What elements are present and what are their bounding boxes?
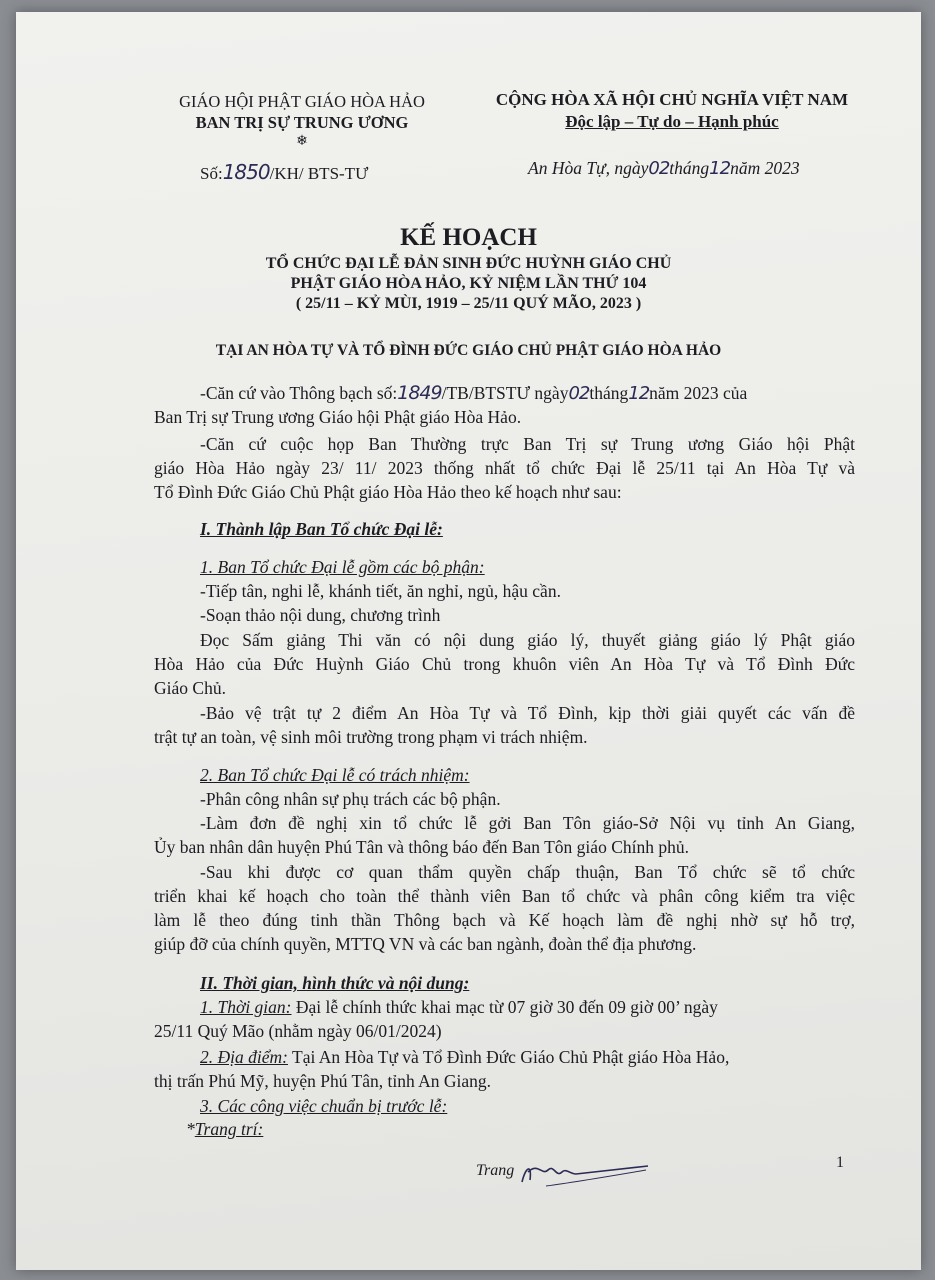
document-date <box>528 158 800 179</box>
section-2-place-line-2: thị trấn Phú Mỹ, huyện Phú Tân, tỉnh An Giang. <box>154 1071 492 1091</box>
org-name: GIÁO HỘI PHẬT GIÁO HÒA HẢO <box>179 92 425 111</box>
number-suffix: /KH/ BTS-TƯ <box>269 164 369 183</box>
title-line-3: ( 25/11 – KỶ MÙI, 1919 – 25/11 QUÝ MÃO, 2023 ) <box>295 295 642 312</box>
nation-name: CỘNG HÒA XÃ HỘI CHỦ NGHĨA VIỆT NAM <box>495 90 849 109</box>
section-2-place <box>200 1046 729 1069</box>
date-year: năm 2023 <box>730 158 800 178</box>
document-number <box>200 160 368 184</box>
page-label: Trang <box>476 1162 515 1179</box>
section-1-sub-1-item: -Tiếp tân, nghi lễ, khánh tiết, ăn nghỉ, ngủ, hậu cần. <box>200 581 561 601</box>
basis-2-line-2: giáo Hòa Hảo ngày 23/ 11/ 2023 thống nhất tổ chức Đại lễ 25/11 tại An Hòa Tự và <box>154 458 855 478</box>
place-text: Tại An Hòa Tự và Tổ Đình Đức Giáo Chủ Phật giáo Hòa Hảo, <box>287 1047 730 1067</box>
basis-1-line-2: Ban Trị sự Trung ương Giáo hội Phật giáo Hòa Hảo. <box>154 407 522 427</box>
section-1-sub-2-heading: 2. Ban Tổ chức Đại lễ có trách nhiệm: <box>200 765 470 785</box>
section-1-sub-2-item: -Làm đơn đề nghị xin tổ chức lễ gởi Ban Tôn giáo-Sở Nội vụ tỉnh An Giang, <box>200 813 855 833</box>
page-number: 1 <box>836 1154 844 1171</box>
place-label: 2. Địa điểm: <box>200 1047 288 1067</box>
date-day: 02 <box>648 158 670 179</box>
section-1-sub-2-item: giúp đỡ của chính quyền, MTTQ VN và các ban ngành, đoàn thể địa phương. <box>154 934 697 954</box>
number-handwritten: 1850 <box>222 160 270 184</box>
title-location: TẠI AN HÒA TỰ VÀ TỔ ĐÌNH ĐỨC GIÁO CHỦ PHẬT GIÁO HÒA HẢO <box>215 342 722 359</box>
section-1-sub-1-item: Hòa Hảo của Đức Huỳnh Giáo Chủ trong khuôn viên An Hòa Tự và Tổ Đình Đức <box>154 654 855 674</box>
section-1-sub-1-item: Giáo Chủ. <box>154 678 226 698</box>
section-1-sub-1-item: -Soạn thảo nội dung, chương trình <box>200 605 441 625</box>
snowflake-ornament-icon: ❄ <box>296 134 308 149</box>
document-title: KẾ HOẠCH <box>400 224 537 251</box>
date-month: 12 <box>709 158 731 179</box>
section-1-heading: I. Thành lập Ban Tổ chức Đại lễ: <box>200 519 443 539</box>
date-month-word: tháng <box>669 158 710 178</box>
document-page <box>16 12 921 1270</box>
section-1-sub-1-item: -Bảo vệ trật tự 2 điểm An Hòa Tự và Tổ Đình, kịp thời giải quyết các vấn đề <box>200 703 855 723</box>
basis-2-line-1: -Căn cứ cuộc họp Ban Thường trực Ban Trị sự Trung ương Giáo hội Phật <box>200 434 855 454</box>
org-department: BAN TRỊ SỰ TRUNG ƯƠNG <box>195 113 409 132</box>
section-1-sub-1-item: trật tự an toàn, vệ sinh môi trường trong phạm vi trách nhiệm. <box>154 727 588 747</box>
title-line-2: PHẬT GIÁO HÒA HẢO, KỶ NIỆM LẦN THỨ 104 <box>290 275 647 292</box>
date-prefix: An Hòa Tự, ngày <box>528 158 649 178</box>
section-2-decor <box>186 1118 263 1141</box>
section-2-time <box>200 996 718 1019</box>
time-label: 1. Thời gian: <box>200 997 292 1017</box>
handwritten-initials-icon <box>516 1152 656 1192</box>
section-1-sub-2-item: làm lễ theo đúng tinh thần Thông bạch và Kế hoạch làm đề nghị nhờ sự hỗ trợ, <box>154 910 855 930</box>
decor-label: Trang trí: <box>194 1119 264 1139</box>
basis-1-line-1: -Căn cứ vào Thông bạch số:1849/TB/BTSTƯ ngày02tháng12năm 2023 của <box>200 382 748 404</box>
section-1-sub-1-item: Đọc Sấm giảng Thi văn có nội dung giáo lý, thuyết giảng giáo lý Phật giáo <box>200 630 855 650</box>
national-motto: Độc lập – Tự do – Hạnh phúc <box>565 112 779 131</box>
section-1-sub-2-item: triển khai kế hoạch cho toàn thể thành viên Ban tổ chức và phân công kiểm tra việc <box>154 886 855 906</box>
title-line-1: TỔ CHỨC ĐẠI LỄ ĐẢN SINH ĐỨC HUỲNH GIÁO CHỦ <box>265 255 672 272</box>
decor-star: * <box>186 1119 195 1139</box>
section-2-time-line-2: 25/11 Quý Mão (nhằm ngày 06/01/2024) <box>154 1021 442 1041</box>
section-1-sub-1-heading: 1. Ban Tổ chức Đại lễ gồm các bộ phận: <box>200 557 485 577</box>
time-text: Đại lễ chính thức khai mạc từ 07 giờ 30 đến 09 giờ 00’ ngày <box>291 997 718 1017</box>
number-prefix: Số: <box>200 164 223 183</box>
section-1-sub-2-item: Ủy ban nhân dân huyện Phú Tân và thông báo đến Ban Tôn giáo Chính phủ. <box>154 837 689 857</box>
section-1-sub-2-item: -Phân công nhân sự phụ trách các bộ phận. <box>200 789 501 809</box>
section-2-heading: II. Thời gian, hình thức và nội dung: <box>200 973 470 993</box>
basis-2-line-3: Tổ Đình Đức Giáo Chủ Phật giáo Hòa Hảo theo kế hoạch như sau: <box>154 482 622 502</box>
section-1-sub-2-item: -Sau khi được cơ quan thẩm quyền chấp thuận, Ban Tổ chức sẽ tổ chức <box>200 862 855 882</box>
section-2-prep-heading: 3. Các công việc chuẩn bị trước lễ: <box>200 1096 448 1116</box>
